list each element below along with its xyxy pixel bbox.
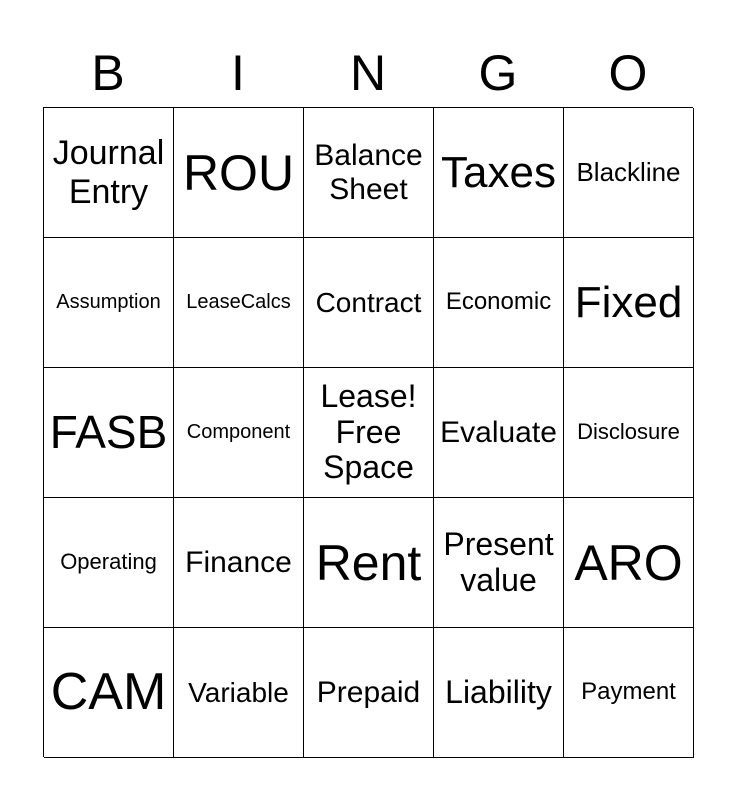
- bingo-cell-r1-c3[interactable]: Balance Sheet: [304, 108, 434, 238]
- bingo-cell-r4-c1[interactable]: Operating: [44, 498, 174, 628]
- bingo-cell-r1-c2[interactable]: ROU: [174, 108, 304, 238]
- bingo-cell-r2-c2[interactable]: LeaseCalcs: [174, 238, 304, 368]
- bingo-cell-r4-c2[interactable]: Finance: [174, 498, 304, 628]
- header-letter-b: B: [91, 45, 125, 101]
- bingo-cell-r4-c5[interactable]: ARO: [564, 498, 694, 628]
- bingo-cell-r2-c3[interactable]: Contract: [304, 238, 434, 368]
- bingo-cell-r3-c4[interactable]: Evaluate: [434, 368, 564, 498]
- bingo-cell-r2-c5[interactable]: Fixed: [564, 238, 694, 368]
- bingo-cell-r3-c2[interactable]: Component: [174, 368, 304, 498]
- bingo-cell-r4-c4[interactable]: Present value: [434, 498, 564, 628]
- bingo-cell-r1-c4[interactable]: Taxes: [434, 108, 564, 238]
- bingo-cell-r3-c3[interactable]: Lease! Free Space: [304, 368, 434, 498]
- bingo-cell-r3-c5[interactable]: Disclosure: [564, 368, 694, 498]
- bingo-cell-r2-c4[interactable]: Economic: [434, 238, 564, 368]
- bingo-card-grid: [43, 107, 693, 757]
- bingo-cell-r4-c3[interactable]: Rent: [304, 498, 434, 628]
- bingo-cell-r1-c5[interactable]: Blackline: [564, 108, 694, 238]
- bingo-cell-r1-c1[interactable]: Journal Entry: [44, 108, 174, 238]
- bingo-cell-r5-c2[interactable]: Variable: [174, 628, 304, 758]
- bingo-cell-r3-c1[interactable]: FASB: [44, 368, 174, 498]
- header-letter-g: G: [478, 45, 518, 101]
- bingo-cell-r5-c5[interactable]: Payment: [564, 628, 694, 758]
- bingo-cell-r5-c4[interactable]: Liability: [434, 628, 564, 758]
- header-letter-o: O: [608, 45, 648, 101]
- header-letter-i: I: [231, 45, 245, 101]
- bingo-cell-r5-c3[interactable]: Prepaid: [304, 628, 434, 758]
- bingo-cell-r2-c1[interactable]: Assumption: [44, 238, 174, 368]
- header-letter-n: N: [349, 45, 387, 101]
- bingo-header: [43, 44, 693, 102]
- bingo-cell-r5-c1[interactable]: CAM: [44, 628, 174, 758]
